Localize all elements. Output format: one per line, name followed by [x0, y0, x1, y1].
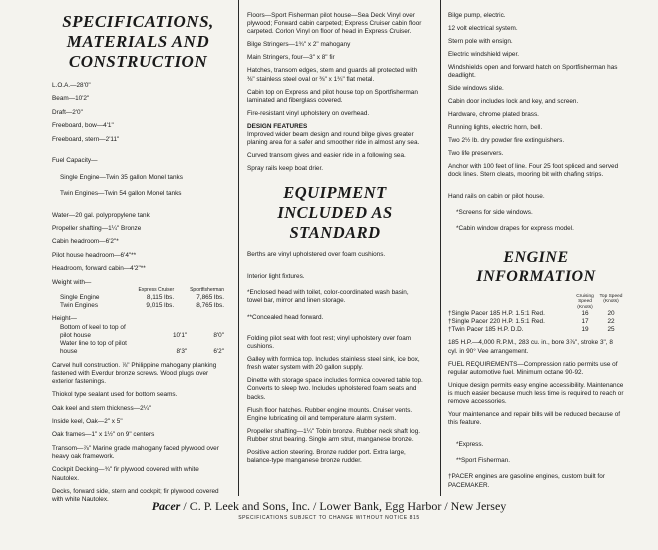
column-header: Express Cruiser — [138, 286, 175, 293]
engine-heading — [448, 248, 624, 286]
cell-value: 16 — [581, 310, 589, 318]
equipment-item: Stern pole with ensign. — [448, 38, 513, 45]
equipment-item: 12 volt electrical system. — [448, 25, 518, 32]
spec-item: Oak keel and stem thickness—2¼" — [52, 404, 152, 412]
spec-item: Floors—Sport Fisherman pilot house—Sea Deck Vinyl over plywood; Forward cabin carpeted; Express Cruiser cabin floor carpeted. Corlon Vinyl on floor of head in Express Cruiser. — [247, 12, 422, 36]
heading-line: CONSTRUCTION — [68, 52, 208, 71]
fuel-title: Fuel Capacity— — [52, 157, 98, 165]
table-row — [448, 318, 624, 326]
equipment-item: Side windows slide. — [448, 85, 504, 93]
heading-line: STANDARD — [289, 223, 381, 243]
cell-value: 22 — [607, 318, 615, 326]
footer-note: SPECIFICATIONS SUBJECT TO CHANGE WITHOUT NOTICE 815 — [238, 515, 420, 521]
column-header: Sportfisherman — [190, 286, 224, 293]
spec-item: Fire-resistant vinyl upholstery on overhead. — [247, 109, 370, 117]
cell-value: 25 — [607, 326, 615, 334]
brand-name: Pacer — [151, 499, 181, 513]
cell-value: 7,865 lbs. — [196, 293, 224, 301]
equipment-item: Folding pilot seat with foot rest; vinyl upholstery over foam cushions. — [247, 334, 412, 351]
equipment-item: Flush floor hatches. Rubber engine mounts. Cruiser vents. Engine lubricating oil and temperature alarm system. — [247, 406, 413, 422]
equipment-item: Dinette with storage space includes formica covered table top. Converts to sleep two. Includes upholstered foam seats and backs. — [247, 377, 423, 401]
spec-item: Spray rails keep boat drier. — [247, 165, 324, 173]
heading-line: INCLUDED AS — [277, 203, 393, 223]
footnotes — [448, 432, 624, 498]
cell-value: 6'2" — [213, 348, 224, 356]
height-table — [52, 315, 224, 356]
height-title: Height— — [52, 315, 77, 323]
spec-item: Curved transom gives and easier ride in a following sea. — [247, 152, 406, 160]
spec-item: Thiokol type sealant used for bottom seams. — [52, 391, 178, 399]
equipment-item: Hardware, chrome plated brass. — [448, 111, 539, 119]
spec-item: Freeboard, bow—4'1" — [52, 122, 114, 130]
equipment-line: **Concealed head forward. — [247, 313, 324, 321]
equipment-item: Two life preservers. — [448, 150, 504, 158]
heading-line: INFORMATION — [476, 267, 596, 285]
spec-item: Carvel hull construction. ⅞" Philippine mahogany planking fastened with Everdur bronze screws. Wood plugs over exterior fastenings. — [52, 361, 217, 385]
equipment-item: Galley with formica top. Includes stainless steel sink, ice box, fresh water system with 20 gallon supply. — [247, 356, 420, 372]
fuel-capacity — [52, 149, 224, 206]
heading-line: ENGINE — [503, 248, 569, 266]
row-label: Bottom of keel to top of pilot house — [60, 323, 126, 339]
equipment-line: *Enclosed head with toilet, color-coordinated wash basin, towel bar, mirror and linen storage. — [247, 289, 409, 305]
cell-value: 19 — [581, 326, 589, 334]
spec-item: Oak frames—1" x 1½" on 9" centers — [52, 431, 155, 439]
equipment-item — [247, 264, 423, 330]
table-row — [448, 310, 624, 318]
spec-item: Pilot house headroom—6'4"** — [52, 251, 137, 259]
hand-rails-note: *Screens for side windows. — [456, 209, 533, 217]
footnote: *Express. — [456, 440, 484, 448]
engine-table — [448, 294, 624, 335]
engine-name: †Twin Pacer 185 H.P. D.D. — [448, 326, 524, 334]
table-row — [52, 324, 224, 340]
footnote: †PACER engines are gasoline engines, custom built for PACEMAKER. — [448, 473, 605, 489]
row-label: Single Engine — [60, 293, 100, 301]
spec-item: Hatches, transom edges, stem and guards all protected with ⅜" stainless steel oval or ⅜" x 1¾" flat metal. — [247, 67, 418, 83]
engine-note: FUEL REQUIREMENTS—Compression ratio permits use of regular automotive fuel. Minimum octane 90-92. — [448, 360, 618, 376]
spec-item: Draft—2'0" — [52, 108, 83, 116]
spec-item: Decks, forward side, stern and cockpit; fir plywood covered with white Nautolex. — [52, 488, 219, 504]
cell-value: 8,115 lbs. — [146, 293, 175, 301]
spec-item: Headroom, forward cabin—4'2"** — [52, 265, 146, 273]
design-features-text: Improved wider beam design and round bilge gives greater planing area for a safer and smoother ride in almost any sea. — [247, 131, 420, 147]
cell-value: 8,765 lbs. — [196, 301, 224, 309]
spec-item: Main Stringers, four—3" x 8" fir — [247, 54, 335, 62]
equipment-item: Two 2½ lb. dry powder fire extinguishers. — [448, 137, 565, 145]
column-header: Cruising Speed (Knots) — [576, 293, 594, 310]
spec-item: Beam—10'2" — [52, 95, 90, 103]
cell-value: 17 — [581, 318, 589, 326]
equipment-item: Berths are vinyl upholstered over foam cushions. — [247, 251, 386, 259]
engine-note: Your maintenance and repair bills will be reduced because of this feature. — [448, 411, 621, 427]
footnote: **Sport Fisherman. — [456, 457, 510, 465]
specifications-column — [52, 0, 224, 510]
table-row — [448, 326, 624, 334]
spec-item: Cockpit Decking—¾" fir plywood covered with white Nautolex. — [52, 466, 199, 482]
cell-value: 20 — [607, 310, 615, 318]
equipment-item: Anchor with 100 feet of line. Four 25 foot spliced and served dock lines. Stern cleats, mooring bit with chafing strips. — [448, 163, 619, 179]
equipment-item: Electric windshield wiper. — [448, 51, 520, 58]
equipment-item: Propeller shafting—1¼" Tobin bronze. Rubber neck shaft log. Rubber strut bearing. Single arm strut, manganese bronze. — [247, 427, 421, 444]
weight-title: Weight with— — [52, 278, 92, 286]
design-features-title: DESIGN FEATURES — [247, 122, 308, 130]
cell-value: 8'0" — [213, 331, 224, 339]
equipment-heading — [247, 183, 423, 243]
fuel-line: Twin Engines—Twin 54 gallon Monel tanks — [60, 189, 182, 197]
column-divider — [440, 0, 441, 496]
hand-rails-note: *Cabin window drapes for express model. — [456, 225, 574, 233]
heading-line: SPECIFICATIONS, — [62, 12, 214, 31]
table-row — [52, 294, 224, 302]
spec-item: Transom—⅞" Marine grade mahogany faced plywood over heavy oak framework. — [52, 444, 219, 461]
hand-rails-line: Hand rails on cabin or pilot house. — [448, 192, 545, 200]
table-row — [52, 302, 224, 310]
company-address: / C. P. Leek and Sons, Inc. / Lower Bank, Egg Harbor / New Jersey — [180, 499, 507, 513]
spec-item: Inside keel, Oak—2" x 5" — [52, 418, 123, 426]
row-label: Twin Engines — [60, 301, 99, 309]
heading-line: EQUIPMENT — [283, 183, 387, 203]
engine-name: †Single Pacer 185 H.P. 1.5:1 Red. — [448, 310, 545, 318]
specifications-heading — [52, 12, 224, 72]
equipment-item: Bilge pump, electric. — [448, 12, 506, 19]
table-row — [52, 340, 224, 356]
equipment-item: Running lights, electric horn, bell. — [448, 124, 543, 132]
fuel-line: Single Engine—Twin 35 gallon Monel tanks — [60, 173, 183, 181]
spec-item: Freeboard, stern—2'11" — [52, 135, 120, 143]
heading-line: MATERIALS AND — [66, 32, 210, 51]
cell-value: 10'1" — [173, 331, 188, 339]
weight-table — [52, 279, 224, 311]
cell-value: 8'3" — [176, 348, 188, 356]
features-column — [247, 0, 423, 470]
spec-item: Propeller shafting—1¼" Bronze — [52, 224, 142, 232]
engine-note: 185 H.P.—4,000 R.P.M., 283 cu. in., bore 3⅞", stroke 3", 8 cyl. in 90° Vee arrangement. — [448, 339, 613, 355]
hand-rails-item — [448, 184, 624, 241]
equipment-item: Windshields open and forward hatch on Sportfisherman has deadlight. — [448, 64, 618, 80]
equipment-item: Cabin door includes lock and key, and screen. — [448, 98, 579, 106]
spec-item: Water—20 gal. polypropylene tank — [52, 211, 150, 219]
row-label: Water line to top of pilot house — [60, 339, 127, 356]
engine-column — [448, 0, 624, 503]
spec-item: Cabin headroom—6'2"* — [52, 238, 119, 246]
column-divider — [238, 0, 239, 496]
spec-item: Cabin top on Express and pilot house top on Sportfisherman laminated and fiberglass covered. — [247, 88, 418, 104]
footer-company-line — [0, 498, 658, 514]
equipment-item: Positive action steering. Bronze rudder port. Extra large, balance-type manganese bronze rudder. — [247, 449, 406, 465]
spec-item: L.O.A.—28'0" — [52, 82, 91, 89]
spec-item: Bilge Stringers—1¾" x 2" mahogany — [247, 41, 351, 49]
footer — [0, 498, 658, 522]
cell-value: 9,015 lbs. — [146, 301, 175, 309]
engine-note: Unique design permits easy engine accessibility. Maintenance is much easier because much less time is required to reach or remove accessories. — [448, 381, 624, 406]
equipment-line: Interior light fixtures. — [247, 272, 305, 280]
column-header: Top Speed (Knots) — [599, 293, 623, 305]
engine-name: †Single Pacer 220 H.P. 1.5:1 Red. — [448, 318, 545, 326]
